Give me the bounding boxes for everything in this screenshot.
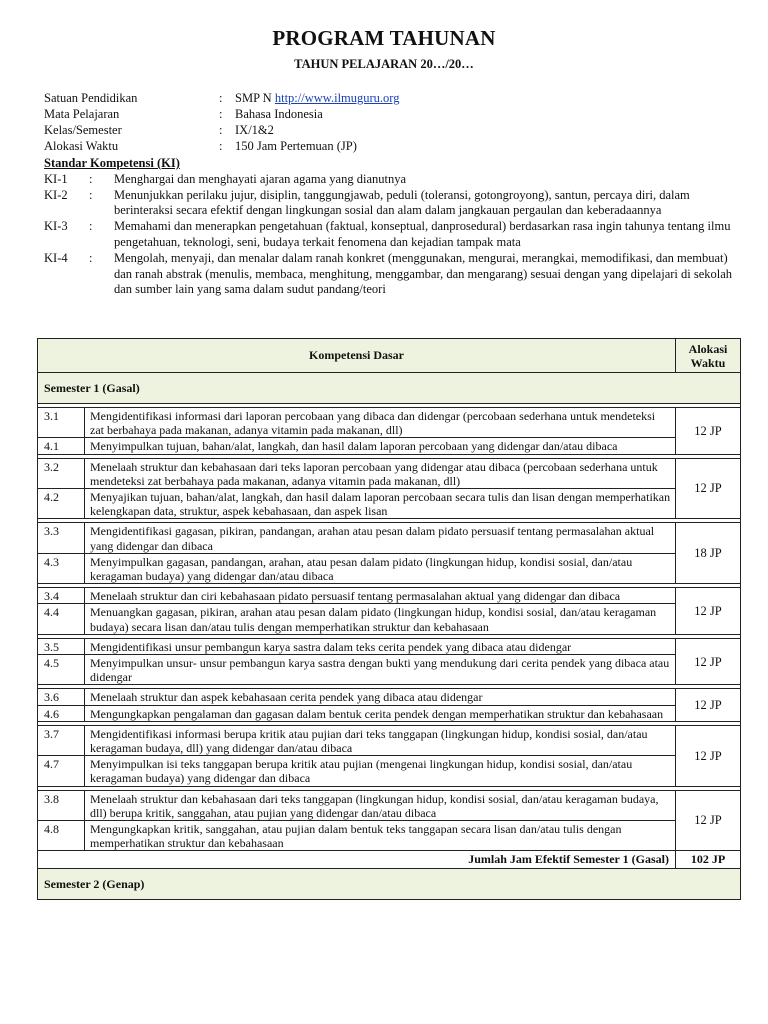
- kd-number: 3.8: [38, 790, 85, 820]
- kd-description: Mengidentifikasi informasi berupa kritik atau pujian dari teks tanggapan (lingkungan hidup, kondisi sosial, dan/atau keragaman budaya, dll) yang didengar dan/atau dibaca: [85, 725, 676, 755]
- kd-description: Menyimpulkan unsur- unsur pembangun karya sastra dengan bukti yang mendukung dari cerita pendek yang dibaca atau didengar: [85, 655, 676, 685]
- header-alokasi-line1: Alokasi: [688, 341, 728, 356]
- header-alokasi-waktu: [676, 339, 741, 373]
- standar-kompetensi-section: [44, 156, 734, 298]
- alokasi-waktu-cell: 12 JP: [676, 588, 741, 635]
- identity-colon: :: [219, 91, 223, 105]
- table-row: [38, 438, 741, 454]
- kd-number: 4.1: [38, 438, 85, 454]
- table-row: [38, 756, 741, 786]
- identity-colon: :: [219, 107, 223, 121]
- kd-description: Menyimpulkan tujuan, bahan/alat, langkah, dan hasil dalam laporan percobaan yang didengar dan/atau dibaca: [85, 438, 676, 454]
- kd-description: Menyimpulkan isi teks tanggapan berupa kritik atau pujian (mengenai lingkungan hidup, kondisi sosial, dan/atau keragaman budaya) yang didengar dan dibaca: [85, 756, 676, 786]
- kd-description: Menelaah struktur dan kebahasaan dari teks tanggapan (lingkungan hidup, kondisi sosial, dan/atau keragaman budaya, dll) berupa kritik, sanggahan, atau pujian yang didengar dan/atau dibaca: [85, 790, 676, 820]
- ki-text: Menunjukkan perilaku jujur, disiplin, tanggungjawab, peduli (toleransi, gotongroyong), santun, percaya diri, dalam berinteraksi secara efektif dengan lingkungan sosial dan alam dalam jangkauan pergaulan dan keberadaannya: [114, 187, 690, 218]
- identity-value: 150 Jam Pertemuan (JP): [235, 139, 357, 153]
- total-row: [38, 851, 741, 869]
- identity-value: Bahasa Indonesia: [235, 107, 323, 121]
- kd-description: Menyajikan tujuan, bahan/alat, langkah, dan hasil dalam laporan percobaan secara tulis dan lisan dengan memperhatikan kelengkapan data, struktur, aspek kebahasaan, dan aspek lisan: [85, 489, 676, 519]
- identity-label: Mata Pelajaran: [44, 107, 120, 121]
- identity-row-class: [44, 122, 644, 138]
- table-row: [38, 638, 741, 654]
- semester-1-label: Semester 1 (Gasal): [38, 373, 741, 404]
- identity-value: IX/1&2: [235, 123, 274, 137]
- table-row: [38, 725, 741, 755]
- ki-colon: :: [89, 219, 93, 234]
- alokasi-waktu-cell: 12 JP: [676, 458, 741, 519]
- kompetensi-dasar-table: [37, 338, 741, 900]
- alokasi-waktu-cell: 18 JP: [676, 523, 741, 584]
- table-row: [38, 821, 741, 851]
- ki-code: KI-3: [44, 219, 68, 234]
- table-row: [38, 588, 741, 604]
- table-row: [38, 408, 741, 438]
- ki-code: KI-4: [44, 250, 68, 265]
- ki-item: [44, 188, 734, 220]
- kd-number: 3.2: [38, 458, 85, 488]
- school-prefix: SMP N: [235, 91, 272, 105]
- kd-number: 3.1: [38, 408, 85, 438]
- ki-code: KI-1: [44, 171, 68, 186]
- ki-code: KI-2: [44, 187, 68, 202]
- section-heading: Standar Kompetensi (KI): [44, 156, 180, 170]
- identity-row-subject: [44, 106, 644, 122]
- kd-description: Mengungkapkan pengalaman dan gagasan dalam bentuk cerita pendek dengan memperhatikan struktur dan kebahasaan: [85, 705, 676, 721]
- school-website-link[interactable]: http://www.ilmuguru.org: [274, 91, 400, 105]
- ki-text: Mengolah, menyaji, dan menalar dalam ranah konkret (menggunakan, mengurai, merangkai, memodifikasi, dan membuat) dan ranah abstrak (menulis, membaca, menghitung, menggambar, dan mengarang) sesuai dengan yang dipelajari di sekolah dan sumber lain yang sama dalam sudut pandang/teori: [114, 250, 733, 297]
- identity-label: Kelas/Semester: [44, 123, 122, 137]
- total-value: 102 JP: [676, 851, 741, 869]
- kd-description: Mengidentifikasi informasi dari laporan percobaan yang dibaca dan didengar (percobaan sederhana untuk mendeteksi zat berbahaya pada makanan, adanya vitamin pada makanan, dll): [85, 408, 676, 438]
- identity-row-school: [44, 90, 644, 106]
- table-row: [38, 458, 741, 488]
- header-kompetensi-dasar: Kompetensi Dasar: [38, 339, 676, 373]
- kd-description: Menelaah struktur dan ciri kebahasaan pidato persuasif tentang permasalahan aktual yang didengar dan dibaca: [85, 588, 676, 604]
- table-row: [38, 604, 741, 634]
- identity-value: [235, 90, 400, 106]
- semester-row: [38, 373, 741, 404]
- kd-number: 4.4: [38, 604, 85, 634]
- identity-colon: :: [219, 123, 223, 137]
- identity-label: Satuan Pendidikan: [44, 91, 138, 105]
- kd-description: Menelaah struktur dan kebahasaan dari teks laporan percobaan yang didengar atau dibaca (percobaan sederhana untuk mendeteksi zat berbahaya pada makanan, adanya vitamin pada makanan, dll): [85, 458, 676, 488]
- kd-number: 3.3: [38, 523, 85, 553]
- kd-description: Mengungkapkan kritik, sanggahan, atau pujian dalam bentuk teks tanggapan secara lisan dan/atau tulis dengan memperhatikan struktur dan kebahasaan: [85, 821, 676, 851]
- kd-number: 3.4: [38, 588, 85, 604]
- document-subtitle: TAHUN PELAJARAN 20…/20…: [294, 57, 474, 71]
- identity-colon: :: [219, 139, 223, 153]
- ki-colon: :: [89, 171, 93, 186]
- alokasi-waktu-cell: 12 JP: [676, 408, 741, 455]
- kd-number: 4.3: [38, 553, 85, 583]
- identity-label: Alokasi Waktu: [44, 139, 119, 153]
- kd-description: Menuangkan gagasan, pikiran, arahan atau pesan dalam pidato (lingkungan hidup, kondisi sosial, dan/atau keragaman budaya) secara lisan dan/atau tulis dengan memperhatikan struktur dan kebahasaan: [85, 604, 676, 634]
- kd-number: 3.6: [38, 689, 85, 705]
- table-row: [38, 689, 741, 705]
- table-row: [38, 489, 741, 519]
- kd-number: 4.7: [38, 756, 85, 786]
- alokasi-waktu-cell: 12 JP: [676, 725, 741, 786]
- kd-number: 4.6: [38, 705, 85, 721]
- ki-colon: :: [89, 187, 93, 202]
- alokasi-waktu-cell: 12 JP: [676, 689, 741, 721]
- table-row: [38, 790, 741, 820]
- kd-number: 3.5: [38, 638, 85, 654]
- ki-item: [44, 172, 734, 188]
- kd-description: Mengidentifikasi unsur pembangun karya sastra dalam teks cerita pendek yang dibaca atau didengar: [85, 638, 676, 654]
- table-row: [38, 655, 741, 685]
- header-alokasi-line2: Waktu: [690, 355, 726, 370]
- ki-item: [44, 251, 734, 298]
- kd-number: 4.5: [38, 655, 85, 685]
- kd-number: 4.8: [38, 821, 85, 851]
- semester-2-label: Semester 2 (Genap): [38, 869, 741, 900]
- identity-row-time: [44, 138, 644, 154]
- ki-text: Menghargai dan menghayati ajaran agama yang dianutnya: [114, 171, 407, 186]
- table-row: [38, 553, 741, 583]
- kd-description: Menelaah struktur dan aspek kebahasaan cerita pendek yang dibaca atau didengar: [85, 689, 676, 705]
- identity-block: [44, 90, 644, 154]
- alokasi-waktu-cell: 12 JP: [676, 790, 741, 851]
- kd-description: Mengidentifikasi gagasan, pikiran, pandangan, arahan atau pesan dalam pidato persuasif tentang permasalahan aktual yang didengar dan dibaca: [85, 523, 676, 553]
- ki-item: [44, 219, 734, 251]
- alokasi-waktu-cell: 12 JP: [676, 638, 741, 685]
- table-header-row: [38, 339, 741, 373]
- document-title: PROGRAM TAHUNAN: [272, 26, 496, 50]
- kd-number: 4.2: [38, 489, 85, 519]
- table-row: [38, 705, 741, 721]
- total-label: Jumlah Jam Efektif Semester 1 (Gasal): [38, 851, 676, 869]
- kd-description: Menyimpulkan gagasan, pandangan, arahan, atau pesan dalam pidato (lingkungan hidup, kondisi sosial, dan/atau keragaman budaya) yang didengar dan/atau dibaca: [85, 553, 676, 583]
- ki-colon: :: [89, 250, 93, 265]
- table-row: [38, 523, 741, 553]
- ki-text: Memahami dan menerapkan pengetahuan (faktual, konseptual, danprosedural) berdasarkan rasa ingin tahunya tentang ilmu pengetahuan, teknologi, seni, budaya terkait fenomena dan kejadian tampak mata: [114, 219, 731, 249]
- kd-number: 3.7: [38, 725, 85, 755]
- semester-row: [38, 869, 741, 900]
